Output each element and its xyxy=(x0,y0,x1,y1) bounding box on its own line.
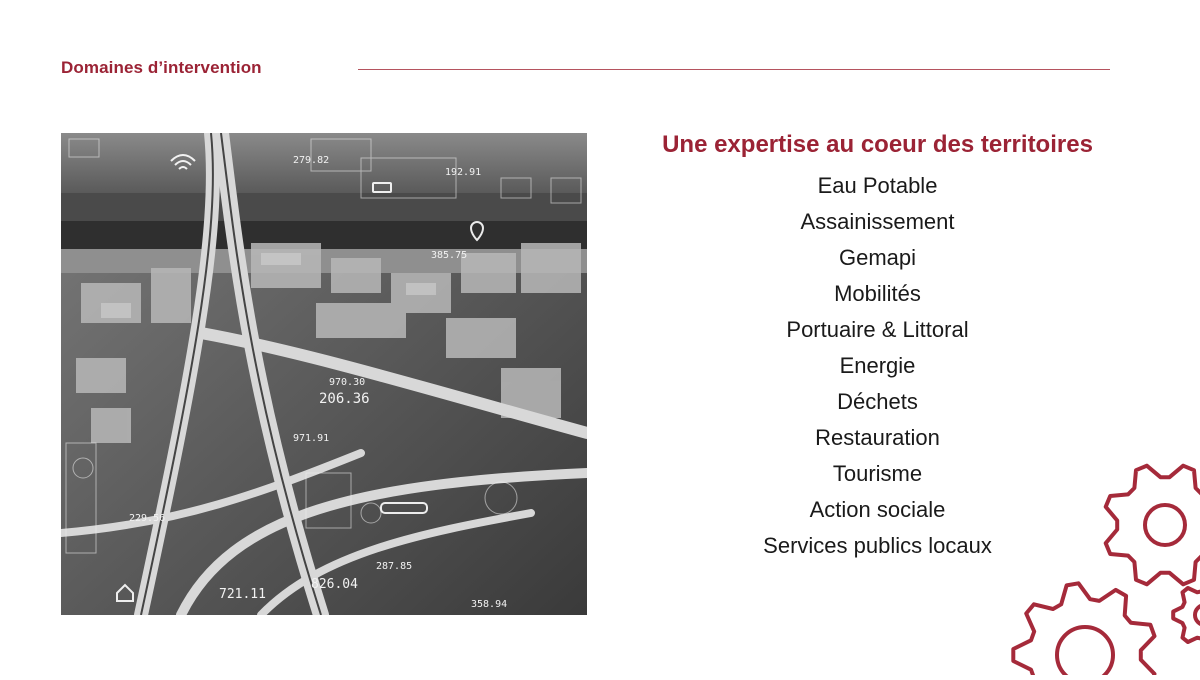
list-item: Energie xyxy=(839,353,916,378)
list-item: Restauration xyxy=(815,425,940,450)
gear-hole xyxy=(1057,627,1113,675)
gear-hole xyxy=(1195,605,1200,625)
headline: Une expertise au coeur des territoires xyxy=(662,131,1093,158)
list-item: Mobilités xyxy=(834,281,921,306)
overlay-readout: 358.94 xyxy=(471,599,508,610)
list-item: Gemapi xyxy=(838,245,917,270)
smart-city-photo xyxy=(61,133,587,615)
gears-decoration xyxy=(1000,455,1200,675)
header-divider xyxy=(358,69,1110,70)
gear-icon xyxy=(1013,583,1154,675)
overlay-readout: 279.82 xyxy=(293,155,330,166)
list-item: Portuaire & Littoral xyxy=(786,317,969,342)
gear-hole xyxy=(1145,505,1185,545)
overlay-readout: 721.11 xyxy=(219,587,266,602)
overlay-readout: 970.30 xyxy=(329,377,366,388)
overlay-readout: 206.36 xyxy=(319,391,370,407)
overlay-readout: 826.04 xyxy=(311,577,358,592)
section-title: Domaines d’intervention xyxy=(61,58,262,77)
overlay-readout: 229.56 xyxy=(129,513,166,524)
overlay-readout: 385.75 xyxy=(431,250,468,261)
list-item: Tourisme xyxy=(832,461,923,486)
list-item: Déchets xyxy=(837,389,918,414)
overlay-readout: 287.85 xyxy=(376,561,413,572)
list-item: Action sociale xyxy=(809,497,946,522)
list-item: Eau Potable xyxy=(817,173,938,198)
overlay-readout: 971.91 xyxy=(293,433,330,444)
list-item: Services publics locaux xyxy=(763,533,992,558)
overlay-readout: 192.91 xyxy=(445,167,482,178)
list-item: Assainissement xyxy=(800,209,955,234)
